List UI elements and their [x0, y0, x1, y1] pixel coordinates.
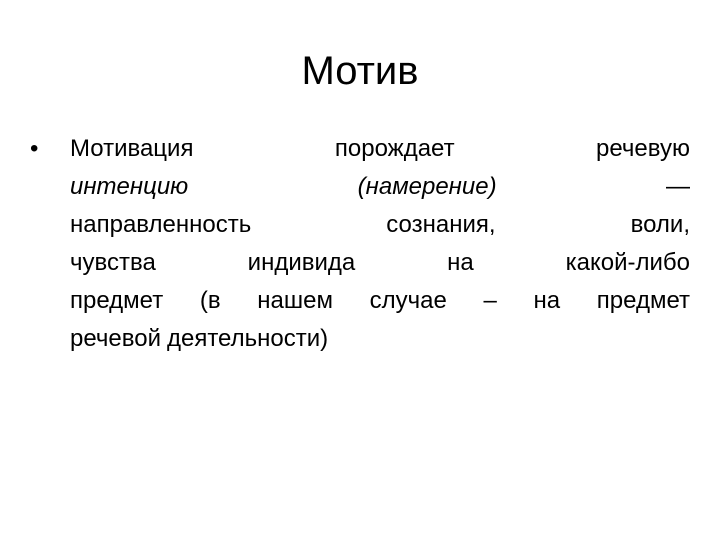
bullet-list	[30, 130, 690, 358]
word: речевую	[596, 135, 690, 162]
bullet-item	[30, 130, 690, 358]
word: какой-либо	[565, 249, 690, 276]
bullet-marker: •	[30, 135, 39, 162]
word: на	[533, 287, 561, 314]
word: воли,	[630, 211, 690, 238]
word: (в	[199, 287, 221, 314]
em-dash: —	[666, 173, 690, 200]
text-line	[70, 282, 690, 320]
bullet-text	[70, 130, 690, 358]
word: предмет	[70, 287, 164, 314]
word: порождает	[334, 135, 455, 162]
word: сознания,	[386, 211, 496, 238]
word: чувства	[70, 249, 156, 276]
text-line	[70, 206, 690, 244]
word: речевой	[70, 325, 161, 352]
text-line	[70, 168, 690, 206]
italic-term-intention: интенцию	[70, 173, 189, 200]
word: индивида	[247, 249, 356, 276]
text-line	[70, 320, 690, 358]
word: предмет	[596, 287, 690, 314]
italic-term-intent: (намерение)	[357, 173, 497, 200]
slide-title: Мотив	[301, 49, 419, 93]
word: случае	[369, 287, 447, 314]
word: деятельности)	[166, 325, 329, 352]
text-line	[70, 130, 690, 168]
text-line	[70, 244, 690, 282]
word: направленность	[70, 211, 252, 238]
word: нашем	[257, 287, 333, 314]
word: –	[483, 287, 497, 314]
word: Мотивация	[70, 135, 194, 162]
word: на	[447, 249, 474, 276]
